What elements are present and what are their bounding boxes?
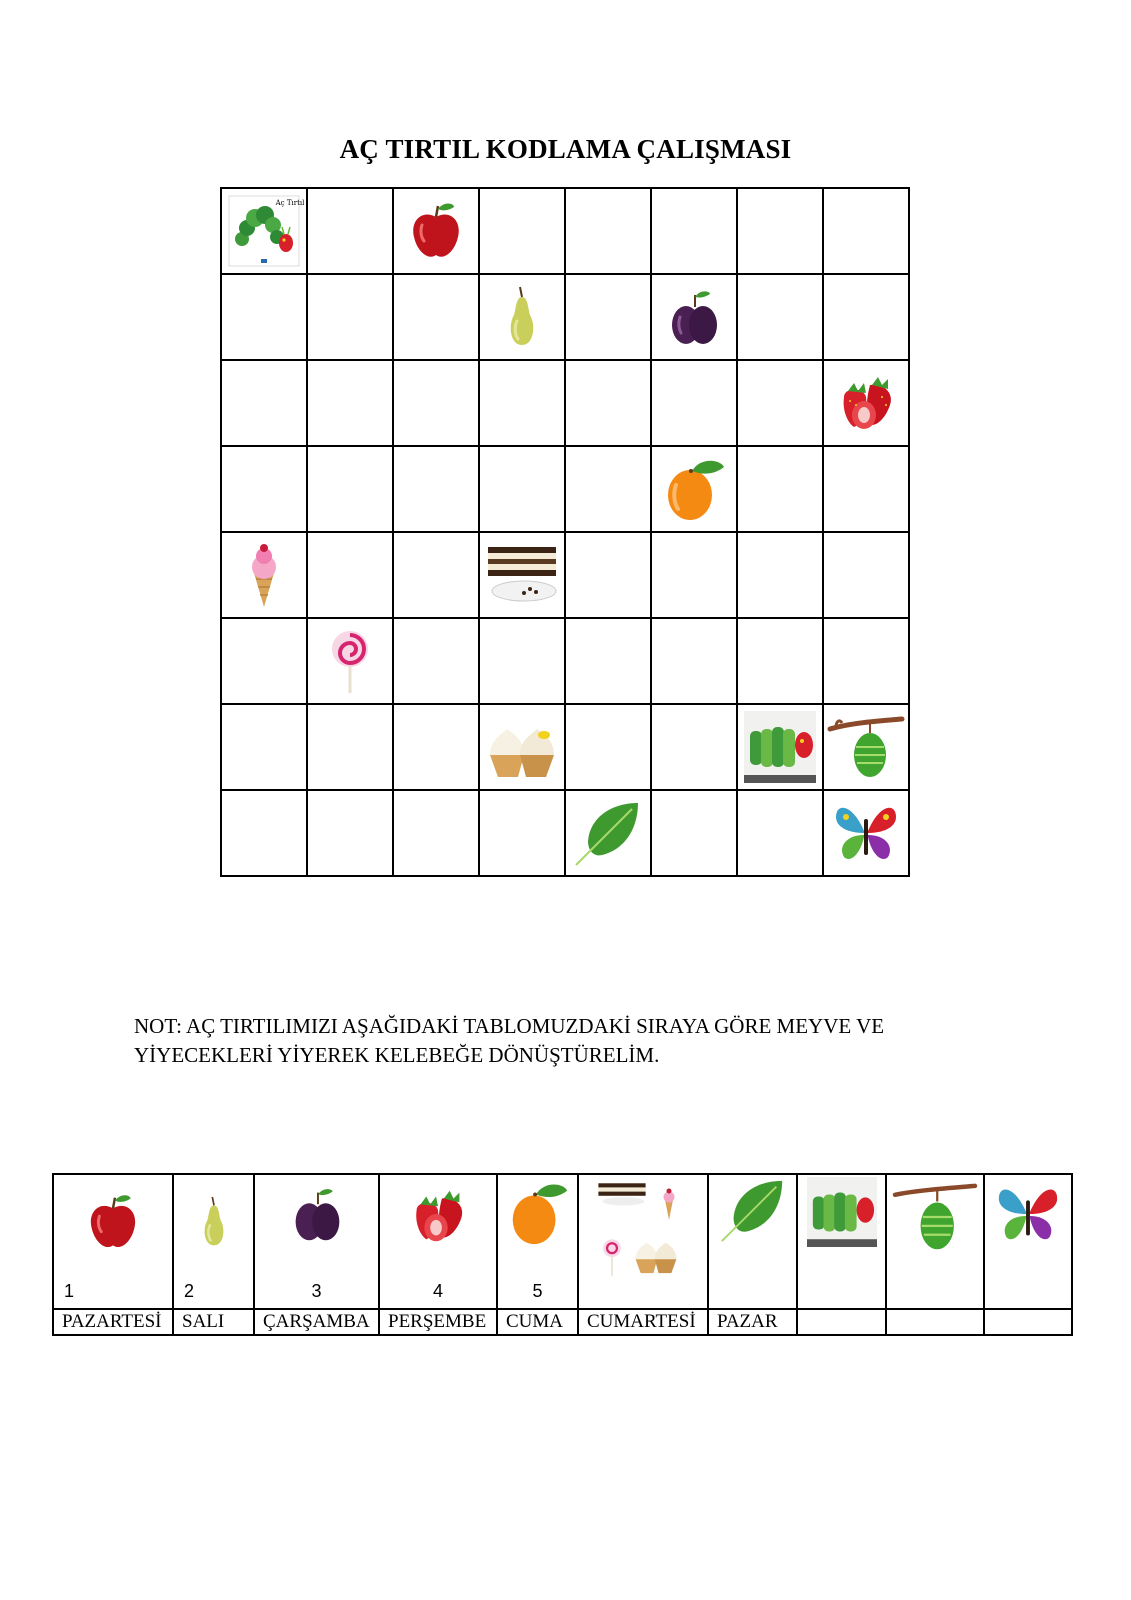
grid-cell[interactable] [823,790,909,876]
grid-cell[interactable] [651,704,737,790]
sequence-image-row [53,1174,1072,1309]
sequence-cell [173,1174,254,1309]
cake-slice-icon [597,1179,647,1207]
plum-icon [658,281,730,353]
caterpillar-book-cover-icon [228,195,305,267]
cupcake-icon [486,711,558,783]
grid-cell[interactable] [565,532,651,618]
grid-cell[interactable] [651,790,737,876]
grid-cell[interactable] [221,618,307,704]
grid-cell[interactable] [737,360,823,446]
grid-cell[interactable] [651,360,737,446]
sequence-cell [497,1174,578,1309]
grid-cell[interactable] [479,618,565,704]
ice-cream-icon [228,539,300,611]
day-label [886,1309,984,1335]
sequence-number: 5 [532,1281,543,1301]
grid-cell[interactable] [479,532,565,618]
sequence-cell [984,1174,1072,1309]
sequence-number: 2 [184,1281,195,1301]
strawberry-icon [830,367,902,439]
day-label: CUMA [497,1309,578,1335]
grid-cell[interactable] [221,274,307,360]
sequence-cell [254,1174,379,1309]
day-label [984,1309,1072,1335]
page-title: AÇ TIRTIL KODLAMA ÇALIŞMASI [339,134,792,164]
grid-cell[interactable] [737,618,823,704]
sequence-cell [379,1174,497,1309]
grid-cell[interactable] [479,274,565,360]
grid-cell[interactable] [565,360,651,446]
grid-cell[interactable] [393,360,479,446]
orange-icon [503,1177,573,1247]
grid-cell[interactable] [823,618,909,704]
grid-cell[interactable] [565,704,651,790]
grid-cell[interactable] [565,446,651,532]
grid-row [221,790,909,876]
grid-row [221,704,909,790]
grid-cell[interactable] [823,360,909,446]
sequence-number: 4 [432,1281,443,1301]
mixed-sweets-icon [597,1179,689,1289]
plum-icon [282,1179,352,1249]
apple-icon [400,195,472,267]
grid-cell[interactable] [307,188,393,274]
butterfly-icon [993,1179,1063,1249]
day-label: PAZAR [708,1309,797,1335]
cover-text: Aç Tırtıl [275,199,305,207]
strawberry-icon [403,1181,473,1251]
grid-cell[interactable] [307,446,393,532]
grid-cell[interactable] [221,188,307,274]
grid-cell[interactable] [823,446,909,532]
grid-cell[interactable] [565,790,651,876]
grid-cell[interactable] [479,704,565,790]
sequence-cell [708,1174,797,1309]
butterfly-icon [830,797,902,869]
grid-cell[interactable] [221,790,307,876]
grid-cell[interactable] [737,790,823,876]
grid-cell[interactable] [823,274,909,360]
lollipop-icon [314,625,386,697]
grid-row [221,446,909,532]
pear-icon [486,281,558,353]
grid-cell[interactable] [651,274,737,360]
orange-icon [658,453,730,525]
grid-cell[interactable] [221,446,307,532]
note-line-1: NOT: AÇ TIRTILIMIZI AŞAĞIDAKİ TABLOMUZDAKİ SIRAYA GÖRE MEYVE VE [134,1014,885,1038]
grid-cell[interactable] [823,532,909,618]
grid-cell[interactable] [307,532,393,618]
instruction-note [134,1012,1014,1070]
grid-cell[interactable] [307,704,393,790]
cake-slice-icon [486,539,558,611]
grid-cell[interactable] [221,704,307,790]
day-label: PAZARTESİ [53,1309,173,1335]
grid-cell[interactable] [393,274,479,360]
pear-icon [184,1187,244,1257]
grid-cell[interactable] [221,532,307,618]
grid-cell[interactable] [221,360,307,446]
cupcake-icon [633,1229,679,1279]
grid-cell[interactable] [307,360,393,446]
sequence-number: 3 [311,1281,322,1301]
grid-row [221,532,909,618]
grid-cell[interactable] [479,446,565,532]
cocoon-icon [892,1177,978,1257]
grid-cell[interactable] [307,274,393,360]
cocoon-icon [830,711,902,783]
grid-cell[interactable] [737,704,823,790]
leaf-icon [572,797,644,869]
day-label [797,1309,886,1335]
grid-cell[interactable] [393,790,479,876]
fat-caterpillar-icon [807,1177,877,1247]
grid-cell[interactable] [393,532,479,618]
lollipop-icon [601,1237,623,1277]
grid-cell[interactable] [393,704,479,790]
grid-row [221,188,909,274]
sequence-number: 1 [64,1281,75,1301]
grid-cell[interactable] [737,188,823,274]
ice-cream-icon [659,1183,679,1223]
sequence-cell [886,1174,984,1309]
grid-cell[interactable] [479,360,565,446]
grid-cell[interactable] [393,618,479,704]
grid-cell[interactable] [565,274,651,360]
grid-cell[interactable] [823,704,909,790]
grid-row [221,360,909,446]
grid-cell[interactable] [737,446,823,532]
grid-cell[interactable] [651,532,737,618]
grid-cell[interactable] [479,188,565,274]
day-label: PERŞEMBE [379,1309,497,1335]
day-label: CUMARTESİ [578,1309,708,1335]
sequence-day-row [53,1309,1072,1335]
sequence-cell [578,1174,708,1309]
grid-cell[interactable] [823,188,909,274]
coding-grid [220,187,910,877]
grid-row [221,618,909,704]
grid-cell[interactable] [651,188,737,274]
day-label: SALI [173,1309,254,1335]
apple-icon [78,1187,148,1257]
grid-cell[interactable] [565,188,651,274]
leaf-icon [718,1175,788,1245]
grid-row [221,274,909,360]
grid-cell[interactable] [307,790,393,876]
grid-cell[interactable] [565,618,651,704]
sequence-cell [797,1174,886,1309]
grid-cell[interactable] [393,188,479,274]
grid-cell[interactable] [737,274,823,360]
sequence-table [52,1173,1073,1336]
grid-cell[interactable] [651,446,737,532]
grid-cell[interactable] [651,618,737,704]
sequence-cell [53,1174,173,1309]
day-label: ÇARŞAMBA [254,1309,379,1335]
grid-cell[interactable] [737,532,823,618]
grid-cell[interactable] [479,790,565,876]
grid-cell[interactable] [393,446,479,532]
note-line-2: YİYECEKLERİ YİYEREK KELEBEĞE DÖNÜŞTÜRELİM. [134,1043,660,1067]
grid-cell[interactable] [307,618,393,704]
fat-caterpillar-icon [744,711,816,783]
